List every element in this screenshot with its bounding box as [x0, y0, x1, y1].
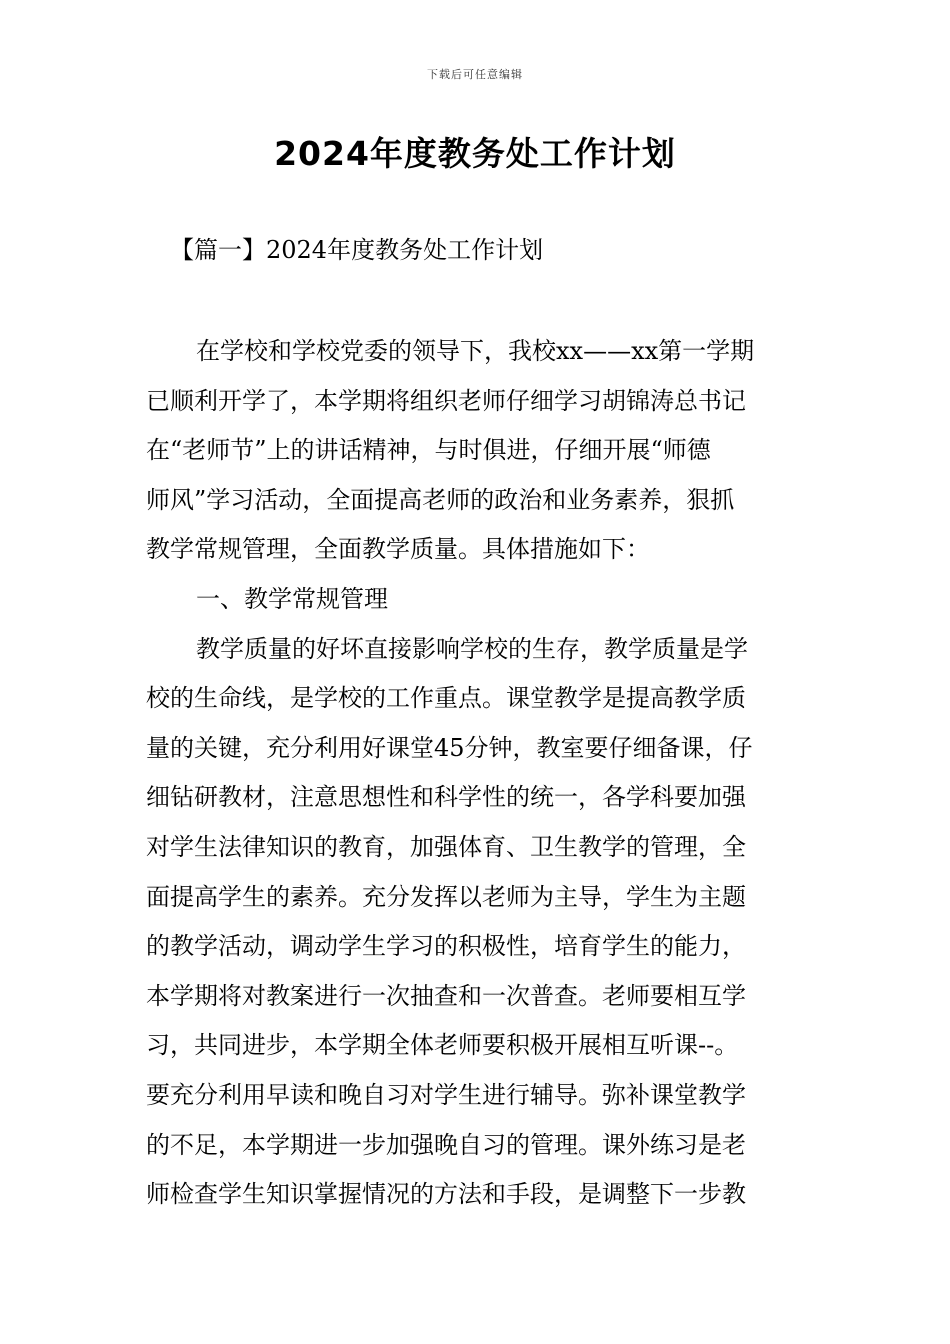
text-line: 本学期将对教案进行一次抽查和一次普查。老师要相互学: [146, 981, 746, 1010]
text-line: 师风”学习活动，全面提高老师的政治和业务素养，狠抓: [146, 485, 735, 514]
text-line: 在学校和学校党委的领导下，我校xx——xx第一学期: [196, 337, 755, 365]
text-line: 的教学活动，调动学生学习的积极性，培育学生的能力，: [146, 932, 746, 961]
text-line: 对学生法律知识的教育，加强体育、卫生教学的管理，全: [146, 832, 746, 861]
text-line: 一、教学常规管理: [196, 584, 388, 613]
section-heading: 【篇一】2024年度教务处工作计划: [170, 236, 544, 264]
document-body: [146, 327, 810, 1220]
text-line: 习，共同进步，本学期全体老师要积极开展相互听课--。: [146, 1031, 739, 1060]
text-line: 要充分利用早读和晚自习对学生进行辅导。弥补课堂教学: [146, 1080, 746, 1109]
text-line: 细钻研教材，注意思想性和科学性的统一，各学科要加强: [146, 783, 746, 812]
text-line: 在“老师节”上的讲话精神，与时俱进，仔细开展“师德: [146, 436, 711, 465]
text-line: 教学常规管理，全面教学质量。具体措施如下：: [146, 535, 650, 564]
text-line: 面提高学生的素养。充分发挥以老师为主导，学生为主题: [146, 882, 746, 911]
text-line: 量的关键，充分利用好课堂45分钟，教室要仔细备课，仔: [146, 733, 753, 762]
text-line: 已顺利开学了，本学期将组织老师仔细学习胡锦涛总书记: [146, 386, 746, 415]
text-line: 的不足，本学期进一步加强晚自习的管理。课外练习是老: [146, 1130, 746, 1159]
header-note: 下载后可任意编辑: [427, 68, 523, 81]
text-line: 校的生命线，是学校的工作重点。课堂教学是提高教学质: [146, 684, 746, 713]
document-title: 2024年度教务处工作计划: [274, 134, 676, 173]
text-line: 教学质量的好坏直接影响学校的生存，教学质量是学: [196, 634, 748, 663]
text-line: 师检查学生知识掌握情况的方法和手段，是调整下一步教: [146, 1180, 746, 1209]
